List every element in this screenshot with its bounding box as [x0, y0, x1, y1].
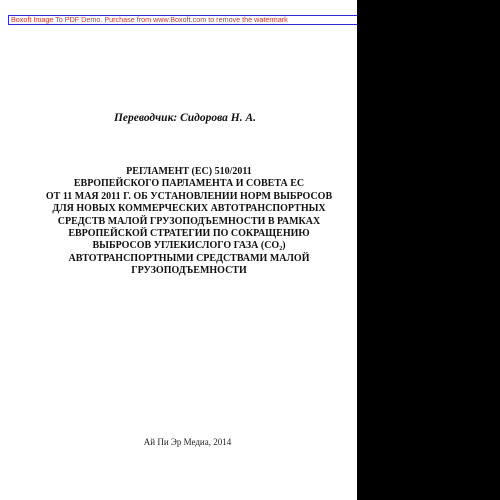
watermark-banner: Boxoft Image To PDF Demo. Purchase from www.Boxoft.com to remove the watermark	[8, 15, 411, 25]
document-title	[0, 166, 378, 278]
title-line: ЕВРОПЕЙСКОЙ СТРАТЕГИИ ПО СОКРАЩЕНИЮ	[68, 228, 310, 240]
black-margin-panel	[357, 0, 500, 500]
title-line: АВТОТРАНСПОРТНЫМИ СРЕДСТВАМИ МАЛОЙ	[68, 252, 310, 264]
title-line: СРЕДСТВ МАЛОЙ ГРУЗОПОДЪЕМНОСТИ В РАМКАХ	[57, 215, 321, 227]
title-line: ОТ 11 МАЯ 2011 Г. ОБ УСТАНОВЛЕНИИ НОРМ ВЫБРОСОВ	[45, 190, 333, 202]
title-line: РЕГЛАМЕНТ (ЕС) 510/2011	[126, 166, 252, 177]
title-line: ДЛЯ НОВЫХ КОММЕРЧЕСКИХ АВТОТРАНСПОРТНЫХ	[52, 203, 326, 215]
publisher-line: Ай Пи Эр Медиа, 2014	[143, 437, 232, 447]
title-line: ГРУЗОПОДЪЕМНОСТИ	[131, 265, 247, 277]
title-line: ЕВРОПЕЙСКОГО ПАРЛАМЕНТА И СОВЕТА ЕС	[73, 178, 305, 190]
title-line: ВЫБРОСОВ УГЛЕКИСЛОГО ГАЗА (CO₂)	[92, 240, 286, 252]
translator-line: Переводчик: Сидорова Н. А.	[113, 112, 257, 124]
